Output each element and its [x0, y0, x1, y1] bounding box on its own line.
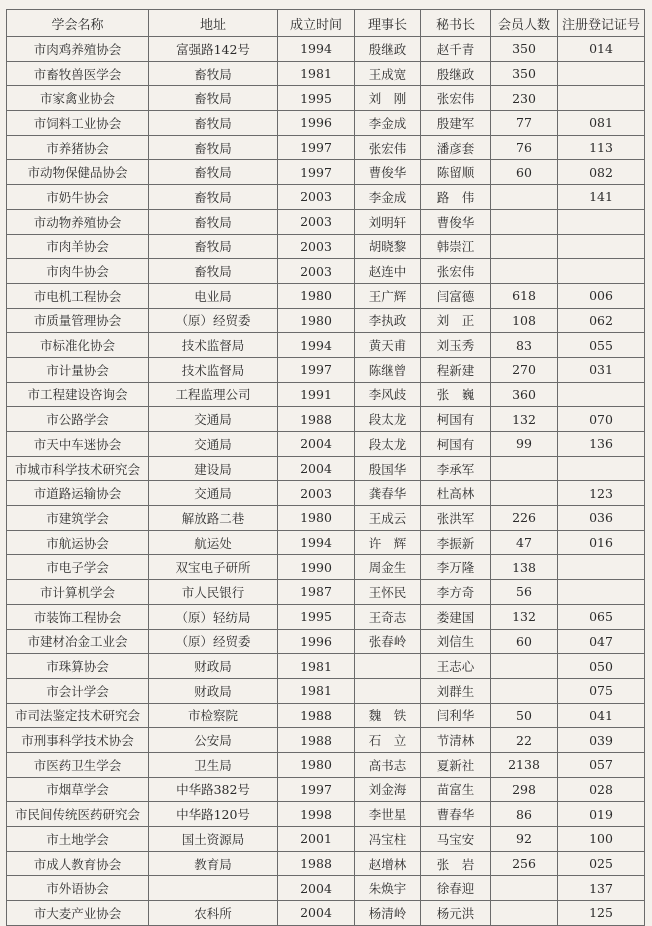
cell-founded-year: 1996 — [278, 111, 355, 136]
cell-founded-year: 1990 — [278, 555, 355, 580]
cell-association-name: 市电机工程协会 — [7, 283, 149, 308]
cell-secretary-general: 苗富生 — [421, 777, 491, 802]
cell-chairman: 刘金海 — [355, 777, 421, 802]
cell-secretary-general: 柯国有 — [421, 407, 491, 432]
cell-member-count: 618 — [491, 283, 558, 308]
cell-founded-year: 1988 — [278, 851, 355, 876]
table-row — [7, 160, 645, 185]
cell-secretary-general: 柯国有 — [421, 432, 491, 457]
cell-founded-year: 2003 — [278, 481, 355, 506]
header-founded-year: 成立时间 — [278, 10, 355, 37]
cell-association-name: 市电子学会 — [7, 555, 149, 580]
cell-association-name: 市肉牛协会 — [7, 259, 149, 284]
cell-association-name: 市司法鉴定技术研究会 — [7, 703, 149, 728]
cell-registration-number: 082 — [558, 160, 645, 185]
cell-registration-number: 070 — [558, 407, 645, 432]
cell-secretary-general: 曹春华 — [421, 802, 491, 827]
cell-secretary-general: 张 巍 — [421, 382, 491, 407]
cell-address: 畜牧局 — [149, 61, 278, 86]
cell-address: 工程监理公司 — [149, 382, 278, 407]
cell-registration-number: 041 — [558, 703, 645, 728]
cell-member-count: 60 — [491, 160, 558, 185]
cell-founded-year: 1995 — [278, 604, 355, 629]
cell-member-count: 83 — [491, 333, 558, 358]
cell-address: 交通局 — [149, 432, 278, 457]
cell-chairman: 殷国华 — [355, 456, 421, 481]
cell-secretary-general: 李万隆 — [421, 555, 491, 580]
cell-founded-year: 1997 — [278, 135, 355, 160]
cell-secretary-general: 刘玉秀 — [421, 333, 491, 358]
cell-association-name: 市公路学会 — [7, 407, 149, 432]
cell-founded-year: 1981 — [278, 654, 355, 679]
cell-chairman: 李执政 — [355, 308, 421, 333]
table-row — [7, 901, 645, 926]
cell-chairman: 王广辉 — [355, 283, 421, 308]
cell-registration-number — [558, 259, 645, 284]
cell-member-count: 47 — [491, 530, 558, 555]
cell-address: 电业局 — [149, 283, 278, 308]
cell-registration-number: 123 — [558, 481, 645, 506]
cell-member-count — [491, 456, 558, 481]
table-row — [7, 357, 645, 382]
cell-address: 财政局 — [149, 678, 278, 703]
cell-registration-number: 081 — [558, 111, 645, 136]
cell-secretary-general: 李方奇 — [421, 580, 491, 605]
cell-founded-year: 1994 — [278, 530, 355, 555]
cell-secretary-general: 韩崇江 — [421, 234, 491, 259]
cell-address: 交通局 — [149, 481, 278, 506]
table-row — [7, 703, 645, 728]
cell-founded-year: 1995 — [278, 86, 355, 111]
table-row — [7, 135, 645, 160]
cell-chairman: 石 立 — [355, 728, 421, 753]
cell-member-count: 360 — [491, 382, 558, 407]
table-row — [7, 777, 645, 802]
cell-address: 技术监督局 — [149, 333, 278, 358]
cell-association-name: 市建筑学会 — [7, 506, 149, 531]
table-row — [7, 555, 645, 580]
cell-chairman: 李世星 — [355, 802, 421, 827]
cell-address: 卫生局 — [149, 752, 278, 777]
cell-chairman: 李风歧 — [355, 382, 421, 407]
cell-secretary-general: 刘信生 — [421, 629, 491, 654]
cell-registration-number: 137 — [558, 876, 645, 901]
cell-member-count: 22 — [491, 728, 558, 753]
table-row — [7, 86, 645, 111]
cell-chairman: 黄天甫 — [355, 333, 421, 358]
cell-member-count — [491, 209, 558, 234]
header-registration-number: 注册登记证号 — [558, 10, 645, 37]
cell-member-count: 226 — [491, 506, 558, 531]
cell-chairman: 胡晓黎 — [355, 234, 421, 259]
cell-address: 富强路142号 — [149, 37, 278, 62]
cell-member-count: 132 — [491, 604, 558, 629]
cell-member-count: 99 — [491, 432, 558, 457]
cell-association-name: 市家禽业协会 — [7, 86, 149, 111]
cell-founded-year: 1980 — [278, 752, 355, 777]
cell-registration-number — [558, 456, 645, 481]
cell-chairman: 段太龙 — [355, 407, 421, 432]
cell-chairman: 李金成 — [355, 185, 421, 210]
cell-founded-year: 1987 — [278, 580, 355, 605]
cell-registration-number: 006 — [558, 283, 645, 308]
header-secretary-general: 秘书长 — [421, 10, 491, 37]
cell-member-count: 76 — [491, 135, 558, 160]
cell-address: 畜牧局 — [149, 185, 278, 210]
table-row — [7, 456, 645, 481]
cell-address: 国土资源局 — [149, 827, 278, 852]
table-row — [7, 629, 645, 654]
cell-founded-year: 2003 — [278, 185, 355, 210]
cell-registration-number: 075 — [558, 678, 645, 703]
cell-secretary-general: 杜高林 — [421, 481, 491, 506]
cell-founded-year: 1980 — [278, 283, 355, 308]
cell-secretary-general: 徐春迎 — [421, 876, 491, 901]
cell-secretary-general: 殷继政 — [421, 61, 491, 86]
cell-association-name: 市民间传统医药研究会 — [7, 802, 149, 827]
cell-association-name: 市肉羊协会 — [7, 234, 149, 259]
cell-secretary-general: 刘群生 — [421, 678, 491, 703]
cell-founded-year: 2003 — [278, 234, 355, 259]
cell-chairman — [355, 654, 421, 679]
cell-founded-year: 1981 — [278, 61, 355, 86]
cell-address: 双宝电子研所 — [149, 555, 278, 580]
cell-member-count: 50 — [491, 703, 558, 728]
table-row — [7, 37, 645, 62]
cell-founded-year: 1988 — [278, 703, 355, 728]
table-row — [7, 580, 645, 605]
cell-member-count — [491, 481, 558, 506]
cell-registration-number: 141 — [558, 185, 645, 210]
cell-secretary-general: 李振新 — [421, 530, 491, 555]
cell-member-count: 298 — [491, 777, 558, 802]
cell-chairman: 王成云 — [355, 506, 421, 531]
cell-founded-year: 1997 — [278, 777, 355, 802]
table-row — [7, 407, 645, 432]
cell-association-name: 市成人教育协会 — [7, 851, 149, 876]
cell-founded-year: 1981 — [278, 678, 355, 703]
cell-registration-number: 055 — [558, 333, 645, 358]
cell-secretary-general: 路 伟 — [421, 185, 491, 210]
cell-founded-year: 1991 — [278, 382, 355, 407]
table-row — [7, 283, 645, 308]
cell-registration-number: 062 — [558, 308, 645, 333]
cell-founded-year: 2001 — [278, 827, 355, 852]
cell-association-name: 市会计学会 — [7, 678, 149, 703]
cell-address: 解放路二巷 — [149, 506, 278, 531]
cell-registration-number — [558, 86, 645, 111]
cell-chairman: 曹俊华 — [355, 160, 421, 185]
cell-member-count: 60 — [491, 629, 558, 654]
cell-secretary-general: 闫富德 — [421, 283, 491, 308]
cell-registration-number: 047 — [558, 629, 645, 654]
cell-secretary-general: 张洪军 — [421, 506, 491, 531]
cell-address: 畜牧局 — [149, 86, 278, 111]
cell-registration-number: 125 — [558, 901, 645, 926]
table-row — [7, 308, 645, 333]
cell-chairman: 刘明轩 — [355, 209, 421, 234]
cell-registration-number — [558, 382, 645, 407]
cell-association-name: 市外语协会 — [7, 876, 149, 901]
cell-chairman: 段太龙 — [355, 432, 421, 457]
cell-founded-year: 1994 — [278, 333, 355, 358]
cell-association-name: 市土地学会 — [7, 827, 149, 852]
cell-founded-year: 2004 — [278, 432, 355, 457]
cell-chairman — [355, 678, 421, 703]
table-row — [7, 876, 645, 901]
cell-association-name: 市工程建设咨询会 — [7, 382, 149, 407]
table-row — [7, 432, 645, 457]
association-registry-table — [6, 9, 645, 926]
cell-member-count: 230 — [491, 86, 558, 111]
cell-registration-number: 031 — [558, 357, 645, 382]
cell-secretary-general: 娄建国 — [421, 604, 491, 629]
cell-address: 航运处 — [149, 530, 278, 555]
cell-address: 教育局 — [149, 851, 278, 876]
cell-registration-number: 014 — [558, 37, 645, 62]
cell-address: 畜牧局 — [149, 111, 278, 136]
cell-association-name: 市珠算协会 — [7, 654, 149, 679]
cell-association-name: 市天中车迷协会 — [7, 432, 149, 457]
cell-secretary-general: 节清林 — [421, 728, 491, 753]
cell-registration-number: 016 — [558, 530, 645, 555]
cell-member-count — [491, 185, 558, 210]
header-association-name: 学会名称 — [7, 10, 149, 37]
cell-address: 公安局 — [149, 728, 278, 753]
table-body — [7, 37, 645, 926]
cell-address: 市人民银行 — [149, 580, 278, 605]
table-row — [7, 530, 645, 555]
cell-registration-number: 065 — [558, 604, 645, 629]
cell-secretary-general: 张 岩 — [421, 851, 491, 876]
cell-association-name: 市医药卫生学会 — [7, 752, 149, 777]
table-row — [7, 111, 645, 136]
cell-secretary-general: 杨元洪 — [421, 901, 491, 926]
cell-address: 畜牧局 — [149, 209, 278, 234]
cell-member-count: 256 — [491, 851, 558, 876]
cell-founded-year: 1994 — [278, 37, 355, 62]
cell-address: （原）轻纺局 — [149, 604, 278, 629]
table-row — [7, 234, 645, 259]
cell-registration-number: 025 — [558, 851, 645, 876]
cell-member-count — [491, 259, 558, 284]
cell-founded-year: 1980 — [278, 506, 355, 531]
cell-founded-year: 1997 — [278, 357, 355, 382]
cell-chairman: 刘 刚 — [355, 86, 421, 111]
table-row — [7, 382, 645, 407]
header-member-count: 会员人数 — [491, 10, 558, 37]
cell-registration-number — [558, 61, 645, 86]
cell-founded-year: 2004 — [278, 901, 355, 926]
cell-association-name: 市计量协会 — [7, 357, 149, 382]
cell-association-name: 市装饰工程协会 — [7, 604, 149, 629]
table-header-row — [7, 10, 645, 37]
cell-founded-year: 1988 — [278, 407, 355, 432]
table-row — [7, 728, 645, 753]
cell-member-count: 270 — [491, 357, 558, 382]
table-row — [7, 851, 645, 876]
cell-chairman: 周金生 — [355, 555, 421, 580]
cell-association-name: 市畜牧兽医学会 — [7, 61, 149, 86]
cell-chairman: 冯宝柱 — [355, 827, 421, 852]
cell-secretary-general: 李承军 — [421, 456, 491, 481]
cell-member-count: 77 — [491, 111, 558, 136]
cell-registration-number: 039 — [558, 728, 645, 753]
cell-secretary-general: 程新建 — [421, 357, 491, 382]
cell-chairman: 王怀民 — [355, 580, 421, 605]
cell-member-count: 350 — [491, 61, 558, 86]
cell-association-name: 市航运协会 — [7, 530, 149, 555]
cell-founded-year: 1980 — [278, 308, 355, 333]
cell-address: 农科所 — [149, 901, 278, 926]
cell-chairman: 赵连中 — [355, 259, 421, 284]
cell-secretary-general: 张宏伟 — [421, 86, 491, 111]
table-row — [7, 506, 645, 531]
cell-chairman: 王奇志 — [355, 604, 421, 629]
cell-registration-number — [558, 580, 645, 605]
cell-address: （原）经贸委 — [149, 629, 278, 654]
cell-member-count: 138 — [491, 555, 558, 580]
cell-association-name: 市奶牛协会 — [7, 185, 149, 210]
cell-address — [149, 876, 278, 901]
cell-registration-number: 050 — [558, 654, 645, 679]
cell-chairman: 张春岭 — [355, 629, 421, 654]
cell-chairman: 朱焕宇 — [355, 876, 421, 901]
cell-association-name: 市烟草学会 — [7, 777, 149, 802]
table-row — [7, 333, 645, 358]
table-row — [7, 678, 645, 703]
cell-secretary-general: 马宝安 — [421, 827, 491, 852]
cell-secretary-general: 赵千青 — [421, 37, 491, 62]
cell-address: 市检察院 — [149, 703, 278, 728]
cell-association-name: 市刑事科学技术协会 — [7, 728, 149, 753]
table-row — [7, 604, 645, 629]
cell-member-count: 108 — [491, 308, 558, 333]
cell-address: 畜牧局 — [149, 259, 278, 284]
cell-address: 中华路120号 — [149, 802, 278, 827]
cell-member-count: 132 — [491, 407, 558, 432]
header-chairman: 理事长 — [355, 10, 421, 37]
table-row — [7, 654, 645, 679]
table-row — [7, 259, 645, 284]
cell-secretary-general: 陈留顺 — [421, 160, 491, 185]
cell-chairman: 陈继曾 — [355, 357, 421, 382]
cell-registration-number: 019 — [558, 802, 645, 827]
cell-address: 畜牧局 — [149, 160, 278, 185]
cell-secretary-general: 夏新社 — [421, 752, 491, 777]
cell-chairman: 殷继政 — [355, 37, 421, 62]
cell-chairman: 杨清岭 — [355, 901, 421, 926]
cell-founded-year: 2003 — [278, 209, 355, 234]
cell-member-count — [491, 678, 558, 703]
cell-chairman: 龚春华 — [355, 481, 421, 506]
cell-registration-number — [558, 555, 645, 580]
cell-founded-year: 2004 — [278, 876, 355, 901]
cell-secretary-general: 曹俊华 — [421, 209, 491, 234]
cell-association-name: 市建材冶金工业会 — [7, 629, 149, 654]
cell-chairman: 许 辉 — [355, 530, 421, 555]
cell-association-name: 市肉鸡养殖协会 — [7, 37, 149, 62]
cell-member-count: 2138 — [491, 752, 558, 777]
cell-founded-year: 1988 — [278, 728, 355, 753]
cell-association-name: 市城市科学技术研究会 — [7, 456, 149, 481]
table-row — [7, 752, 645, 777]
cell-address: 畜牧局 — [149, 234, 278, 259]
cell-secretary-general: 闫利华 — [421, 703, 491, 728]
cell-member-count: 92 — [491, 827, 558, 852]
cell-address: 中华路382号 — [149, 777, 278, 802]
cell-secretary-general: 王志心 — [421, 654, 491, 679]
cell-registration-number — [558, 234, 645, 259]
table-row — [7, 209, 645, 234]
cell-association-name: 市动物养殖协会 — [7, 209, 149, 234]
cell-registration-number: 100 — [558, 827, 645, 852]
cell-registration-number — [558, 209, 645, 234]
cell-founded-year: 1998 — [278, 802, 355, 827]
cell-registration-number: 113 — [558, 135, 645, 160]
cell-chairman: 张宏伟 — [355, 135, 421, 160]
cell-association-name: 市动物保健品协会 — [7, 160, 149, 185]
cell-member-count — [491, 234, 558, 259]
cell-association-name: 市标准化协会 — [7, 333, 149, 358]
cell-registration-number: 057 — [558, 752, 645, 777]
cell-secretary-general: 殷建军 — [421, 111, 491, 136]
cell-founded-year: 2003 — [278, 259, 355, 284]
cell-chairman: 高书志 — [355, 752, 421, 777]
cell-secretary-general: 潘彦套 — [421, 135, 491, 160]
cell-founded-year: 1997 — [278, 160, 355, 185]
cell-member-count: 350 — [491, 37, 558, 62]
cell-chairman: 李金成 — [355, 111, 421, 136]
cell-secretary-general: 张宏伟 — [421, 259, 491, 284]
cell-address: 交通局 — [149, 407, 278, 432]
cell-member-count — [491, 901, 558, 926]
cell-address: 财政局 — [149, 654, 278, 679]
cell-member-count — [491, 654, 558, 679]
header-address: 地址 — [149, 10, 278, 37]
cell-association-name: 市道路运输协会 — [7, 481, 149, 506]
cell-secretary-general: 刘 正 — [421, 308, 491, 333]
cell-association-name: 市养猪协会 — [7, 135, 149, 160]
cell-association-name: 市计算机学会 — [7, 580, 149, 605]
cell-association-name: 市质量管理协会 — [7, 308, 149, 333]
cell-registration-number: 136 — [558, 432, 645, 457]
table-row — [7, 827, 645, 852]
cell-address: （原）经贸委 — [149, 308, 278, 333]
table-row — [7, 802, 645, 827]
cell-address: 建设局 — [149, 456, 278, 481]
table-row — [7, 185, 645, 210]
table-row — [7, 481, 645, 506]
cell-founded-year: 1996 — [278, 629, 355, 654]
cell-address: 技术监督局 — [149, 357, 278, 382]
cell-member-count: 86 — [491, 802, 558, 827]
cell-founded-year: 2004 — [278, 456, 355, 481]
cell-member-count: 56 — [491, 580, 558, 605]
table-row — [7, 61, 645, 86]
cell-registration-number: 036 — [558, 506, 645, 531]
cell-association-name: 市大麦产业协会 — [7, 901, 149, 926]
cell-member-count — [491, 876, 558, 901]
cell-chairman: 赵增林 — [355, 851, 421, 876]
cell-registration-number: 028 — [558, 777, 645, 802]
cell-chairman: 魏 铁 — [355, 703, 421, 728]
cell-association-name: 市饲料工业协会 — [7, 111, 149, 136]
cell-chairman: 王成宽 — [355, 61, 421, 86]
cell-address: 畜牧局 — [149, 135, 278, 160]
